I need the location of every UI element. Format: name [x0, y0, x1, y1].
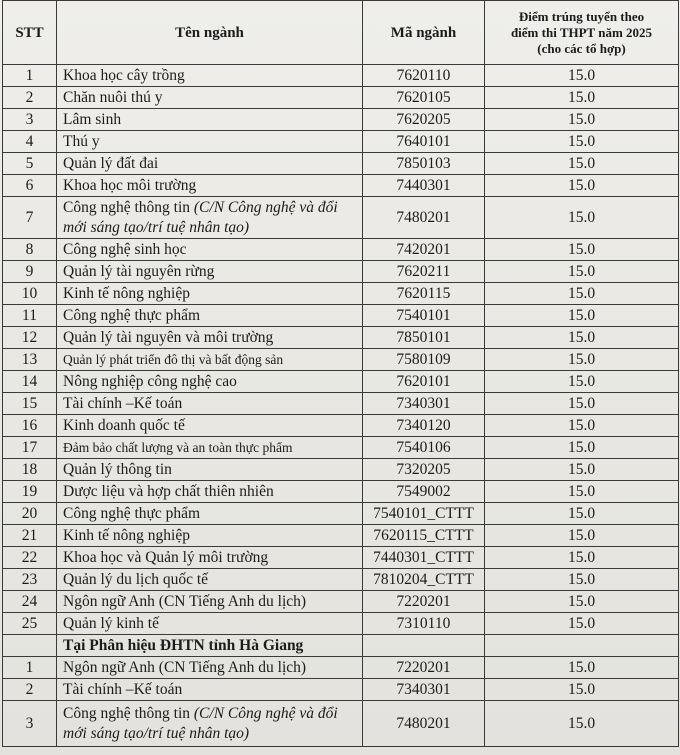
- table-row: [3, 371, 679, 393]
- header-stt: STT: [3, 1, 57, 65]
- table-row: [3, 437, 679, 459]
- score-cell: 15.0: [485, 305, 679, 327]
- stt-cell: 21: [3, 525, 57, 547]
- score-cell: 15.0: [485, 349, 679, 371]
- name-cell: [57, 591, 363, 613]
- section-empty-cell: [363, 635, 485, 657]
- name-cell: [57, 613, 363, 635]
- score-cell: 15.0: [485, 481, 679, 503]
- table-body: [3, 65, 679, 747]
- code-cell: 7850103: [363, 153, 485, 175]
- code-cell: 7540106: [363, 437, 485, 459]
- score-cell: 15.0: [485, 327, 679, 349]
- code-cell: 7420201: [363, 239, 485, 261]
- table-row: [3, 679, 679, 701]
- table-row: [3, 327, 679, 349]
- name-cell: [57, 393, 363, 415]
- code-cell: 7810204_CTTT: [363, 569, 485, 591]
- stt-cell: 18: [3, 459, 57, 481]
- code-cell: 7440301: [363, 175, 485, 197]
- code-cell: 7640101: [363, 131, 485, 153]
- score-cell: 15.0: [485, 459, 679, 481]
- name-cell: [57, 481, 363, 503]
- score-cell: 15.0: [485, 131, 679, 153]
- code-cell: 7340301: [363, 679, 485, 701]
- code-cell: 7310110: [363, 613, 485, 635]
- name-cell: [57, 459, 363, 481]
- name-cell: [57, 701, 363, 747]
- name-cell: [57, 525, 363, 547]
- name-cell: [57, 327, 363, 349]
- table-row: [3, 65, 679, 87]
- name-cell: [57, 261, 363, 283]
- section-empty-cell: [3, 635, 57, 657]
- score-cell: 15.0: [485, 87, 679, 109]
- code-cell: 7440301_CTTT: [363, 547, 485, 569]
- score-cell: 15.0: [485, 371, 679, 393]
- name-cell: [57, 109, 363, 131]
- code-cell: 7620101: [363, 371, 485, 393]
- table-row: [3, 175, 679, 197]
- name-cell: [57, 87, 363, 109]
- name-cell: [57, 679, 363, 701]
- table-row: [3, 197, 679, 239]
- name-cell: [57, 371, 363, 393]
- program-name: Công nghệ thông tin: [63, 704, 194, 722]
- code-cell: 7220201: [363, 591, 485, 613]
- program-name: Quản lý kinh tế: [63, 614, 159, 632]
- code-cell: 7620205: [363, 109, 485, 131]
- name-cell: [57, 131, 363, 153]
- program-name: Dược liệu và hợp chất thiên nhiên: [63, 482, 274, 500]
- stt-cell: 3: [3, 701, 57, 747]
- score-cell: 15.0: [485, 657, 679, 679]
- section-title: Tại Phân hiệu ĐHTN tỉnh Hà Giang: [57, 635, 363, 657]
- program-name: Ngôn ngữ Anh (CN Tiếng Anh du lịch): [63, 592, 307, 610]
- code-cell: 7549002: [363, 481, 485, 503]
- score-cell: 15.0: [485, 415, 679, 437]
- program-name: Công nghệ sinh học: [63, 240, 187, 258]
- score-cell: 15.0: [485, 547, 679, 569]
- code-cell: 7620105: [363, 87, 485, 109]
- score-cell: 15.0: [485, 701, 679, 747]
- code-cell: 7480201: [363, 197, 485, 239]
- code-cell: 7540101: [363, 305, 485, 327]
- program-note: (C/N Công nghệ và đổi mới sáng tạo/trí tuệ nhân tạo): [63, 704, 338, 742]
- program-name: Khoa học cây trồng: [63, 66, 185, 84]
- table-row: [3, 305, 679, 327]
- header-score-line1: Điểm trúng tuyển theo: [518, 8, 645, 24]
- score-cell: 15.0: [485, 437, 679, 459]
- code-cell: 7850101: [363, 327, 485, 349]
- program-name: Ngôn ngữ Anh (CN Tiếng Anh du lịch): [63, 658, 307, 676]
- stt-cell: 17: [3, 437, 57, 459]
- program-name: Công nghệ thực phẩm: [63, 504, 201, 522]
- name-cell: [57, 197, 363, 239]
- name-cell: [57, 153, 363, 175]
- table-row: [3, 393, 679, 415]
- program-name: Khoa học môi trường: [63, 176, 197, 194]
- score-cell: 15.0: [485, 153, 679, 175]
- stt-cell: 2: [3, 679, 57, 701]
- header-score-line2: điểm thi THPT năm 2025: [510, 24, 653, 40]
- name-cell: [57, 547, 363, 569]
- code-cell: 7340120: [363, 415, 485, 437]
- program-note: (C/N Công nghệ và đổi mới sáng tạo/trí tuệ nhân tạo): [63, 198, 338, 236]
- name-cell: [57, 415, 363, 437]
- stt-cell: 8: [3, 239, 57, 261]
- code-cell: 7620110: [363, 65, 485, 87]
- code-cell: 7620211: [363, 261, 485, 283]
- score-cell: 15.0: [485, 613, 679, 635]
- stt-cell: 23: [3, 569, 57, 591]
- name-cell: [57, 239, 363, 261]
- score-cell: 15.0: [485, 109, 679, 131]
- code-cell: 7320205: [363, 459, 485, 481]
- code-cell: 7620115: [363, 283, 485, 305]
- program-name: Nông nghiệp công nghệ cao: [63, 372, 237, 390]
- name-cell: [57, 283, 363, 305]
- table-row: [3, 459, 679, 481]
- table-header: [3, 1, 679, 65]
- code-cell: 7540101_CTTT: [363, 503, 485, 525]
- program-name: Công nghệ thực phẩm: [63, 306, 201, 324]
- score-cell: 15.0: [485, 569, 679, 591]
- stt-cell: 9: [3, 261, 57, 283]
- code-cell: 7620115_CTTT: [363, 525, 485, 547]
- section-empty-cell: [485, 635, 679, 657]
- name-cell: [57, 65, 363, 87]
- stt-cell: 7: [3, 197, 57, 239]
- program-name: Kinh tế nông nghiệp: [63, 284, 190, 302]
- stt-cell: 4: [3, 131, 57, 153]
- header-score-line3: (cho các tổ hợp): [537, 40, 626, 56]
- program-name: Thú y: [63, 132, 100, 150]
- table-row: [3, 547, 679, 569]
- table-row: [3, 131, 679, 153]
- score-cell: 15.0: [485, 679, 679, 701]
- name-cell: [57, 305, 363, 327]
- table-row: [3, 415, 679, 437]
- header-code: Mã ngành: [363, 1, 485, 65]
- program-name: Tài chính –Kế toán: [63, 394, 183, 412]
- stt-cell: 1: [3, 657, 57, 679]
- stt-cell: 14: [3, 371, 57, 393]
- stt-cell: 1: [3, 65, 57, 87]
- program-name: Quản lý tài nguyên và môi trường: [63, 328, 274, 346]
- stt-cell: 22: [3, 547, 57, 569]
- score-cell: 15.0: [485, 261, 679, 283]
- name-cell: [57, 569, 363, 591]
- table-row: [3, 261, 679, 283]
- name-cell: [57, 175, 363, 197]
- score-cell: 15.0: [485, 197, 679, 239]
- program-name: Kinh tế nông nghiệp: [63, 526, 190, 544]
- program-name: Kinh doanh quốc tế: [63, 416, 185, 434]
- code-cell: 7340301: [363, 393, 485, 415]
- admission-score-table: [2, 0, 679, 747]
- stt-cell: 3: [3, 109, 57, 131]
- table-row: [3, 283, 679, 305]
- program-name: Quản lý phát triển đô thị và bất động sản: [63, 351, 284, 367]
- name-cell: [57, 349, 363, 371]
- stt-cell: 16: [3, 415, 57, 437]
- score-cell: 15.0: [485, 503, 679, 525]
- table-row: [3, 657, 679, 679]
- score-cell: 15.0: [485, 175, 679, 197]
- score-cell: 15.0: [485, 283, 679, 305]
- stt-cell: 11: [3, 305, 57, 327]
- code-cell: 7480201: [363, 701, 485, 747]
- code-cell: 7220201: [363, 657, 485, 679]
- stt-cell: 19: [3, 481, 57, 503]
- program-name: Khoa học và Quản lý môi trường: [63, 548, 269, 566]
- stt-cell: 10: [3, 283, 57, 305]
- program-name: Chăn nuôi thú y: [63, 88, 163, 106]
- stt-cell: 6: [3, 175, 57, 197]
- score-cell: 15.0: [485, 239, 679, 261]
- score-cell: 15.0: [485, 591, 679, 613]
- name-cell: [57, 503, 363, 525]
- program-name: Quản lý du lịch quốc tế: [63, 570, 209, 588]
- stt-cell: 24: [3, 591, 57, 613]
- program-name: Quản lý thông tin: [63, 460, 172, 478]
- program-name: Công nghệ thông tin: [63, 198, 194, 216]
- header-name: Tên ngành: [57, 1, 363, 65]
- stt-cell: 13: [3, 349, 57, 371]
- stt-cell: 25: [3, 613, 57, 635]
- code-cell: 7580109: [363, 349, 485, 371]
- table-row: [3, 109, 679, 131]
- stt-cell: 12: [3, 327, 57, 349]
- table-row: [3, 591, 679, 613]
- table-row: [3, 87, 679, 109]
- stt-cell: 5: [3, 153, 57, 175]
- header-score: [485, 1, 679, 65]
- program-name: Lâm sinh: [63, 110, 122, 128]
- name-cell: [57, 437, 363, 459]
- stt-cell: 15: [3, 393, 57, 415]
- stt-cell: 20: [3, 503, 57, 525]
- score-cell: 15.0: [485, 65, 679, 87]
- program-name: Quản lý đất đai: [63, 154, 159, 172]
- table-row: [3, 153, 679, 175]
- stt-cell: 2: [3, 87, 57, 109]
- program-name: Đảm bảo chất lượng và an toàn thực phẩm: [63, 439, 293, 455]
- table-row: [3, 701, 679, 747]
- score-cell: 15.0: [485, 393, 679, 415]
- table-row: [3, 481, 679, 503]
- name-cell: [57, 657, 363, 679]
- table-row: [3, 503, 679, 525]
- table-row: [3, 569, 679, 591]
- section-row: [3, 635, 679, 657]
- table-row: [3, 349, 679, 371]
- program-name: Quản lý tài nguyên rừng: [63, 262, 215, 280]
- table-row: [3, 613, 679, 635]
- table-row: [3, 525, 679, 547]
- score-cell: 15.0: [485, 525, 679, 547]
- table-row: [3, 239, 679, 261]
- program-name: Tài chính –Kế toán: [63, 680, 183, 698]
